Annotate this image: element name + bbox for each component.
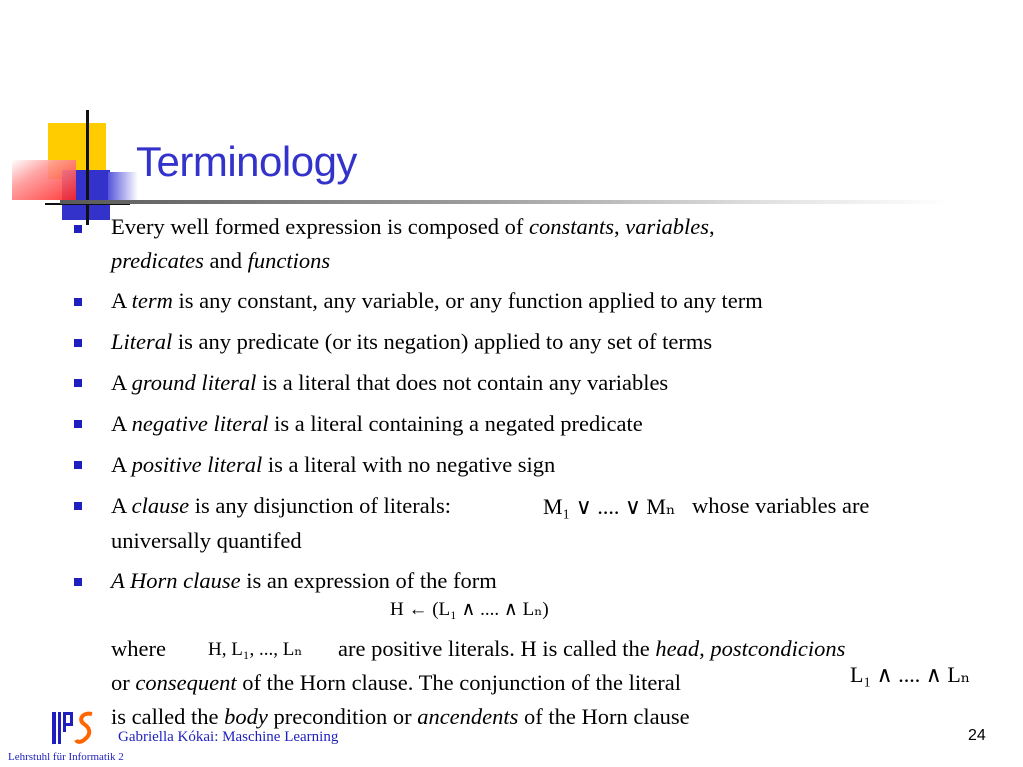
where-text: are positive literals. H is called the head, postcondicions bbox=[338, 636, 846, 661]
emphasis-term: head, postcondicions bbox=[655, 636, 846, 661]
bullet-marker bbox=[74, 298, 82, 306]
literals-formula: H, L₁, ..., Lₙ bbox=[208, 639, 303, 660]
bullet-text: A clause is any disjunction of literals: bbox=[111, 493, 451, 518]
page-number: 24 bbox=[968, 727, 986, 744]
emphasis-term: consequent bbox=[135, 670, 237, 695]
body-text: is called the body precondition or ancendents of the Horn clause bbox=[111, 704, 690, 729]
horn-formula: H ← (L₁ ∧ .... ∧ Lₙ) bbox=[390, 599, 549, 620]
emphasis-term: ground literal bbox=[131, 370, 257, 395]
footer-author: Gabriella Kókai: Maschine Learning bbox=[118, 729, 339, 745]
emphasis-term: term bbox=[131, 288, 173, 313]
bullet-text: Every well formed expression is composed of constants, variables, bbox=[111, 214, 715, 239]
emphasis-term: A Horn clause bbox=[111, 568, 241, 593]
emphasis-term: clause bbox=[131, 493, 190, 518]
ls-logo-text: LS bbox=[52, 745, 54, 746]
ls-logo bbox=[52, 710, 98, 746]
bullet-marker bbox=[74, 461, 82, 469]
bullet-text: A ground literal is a literal that does not contain any variables bbox=[111, 370, 669, 395]
bullet-text: A term is any constant, any variable, or any function applied to any term bbox=[111, 288, 763, 313]
bullet-marker bbox=[74, 578, 82, 586]
deco-vertical-line bbox=[86, 110, 89, 225]
bullet-marker bbox=[74, 502, 82, 510]
bullet-text: whose variables are bbox=[692, 493, 870, 518]
emphasis-term: constants bbox=[529, 214, 615, 239]
emphasis-term: ancendents bbox=[417, 704, 519, 729]
deco-red-square bbox=[12, 160, 76, 200]
emphasis-term: Literal bbox=[111, 329, 173, 354]
emphasis-term: predicates bbox=[111, 248, 204, 273]
emphasis-term: negative literal bbox=[131, 411, 269, 436]
title-decoration bbox=[0, 0, 140, 230]
footer-chair: Lehrstuhl für Informatik 2 bbox=[8, 751, 124, 763]
clause-formula: M₁ ∨ .... ∨ Mₙ bbox=[543, 494, 676, 519]
bullet-marker bbox=[74, 339, 82, 347]
body-formula: L₁ ∧ .... ∧ Lₙ bbox=[850, 662, 971, 687]
bullet-marker bbox=[74, 420, 82, 428]
consequent-text: or consequent of the Horn clause. The conjunction of the literal bbox=[111, 670, 682, 695]
bullet-text: predicates and functions bbox=[111, 248, 331, 273]
bullet-text: A negative literal is a literal containing a negated predicate bbox=[111, 411, 643, 436]
where-label: where bbox=[111, 636, 166, 661]
emphasis-term: variables bbox=[625, 214, 710, 239]
bullet-marker bbox=[74, 379, 82, 387]
emphasis-term: positive literal bbox=[131, 452, 263, 477]
slide-title: Terminology bbox=[136, 138, 357, 185]
deco-blue-fade bbox=[108, 172, 138, 200]
bullet-text: Literal is any predicate (or its negation) applied to any set of terms bbox=[111, 329, 713, 354]
bullet-text: A Horn clause is an expression of the form bbox=[111, 568, 497, 593]
bullet-marker bbox=[74, 225, 82, 233]
title-divider bbox=[60, 200, 950, 204]
emphasis-term: functions bbox=[247, 248, 331, 273]
emphasis-term: body bbox=[224, 704, 268, 729]
bullet-text: A positive literal is a literal with no negative sign bbox=[111, 452, 556, 477]
bullet-text: universally quantifed bbox=[111, 528, 302, 553]
